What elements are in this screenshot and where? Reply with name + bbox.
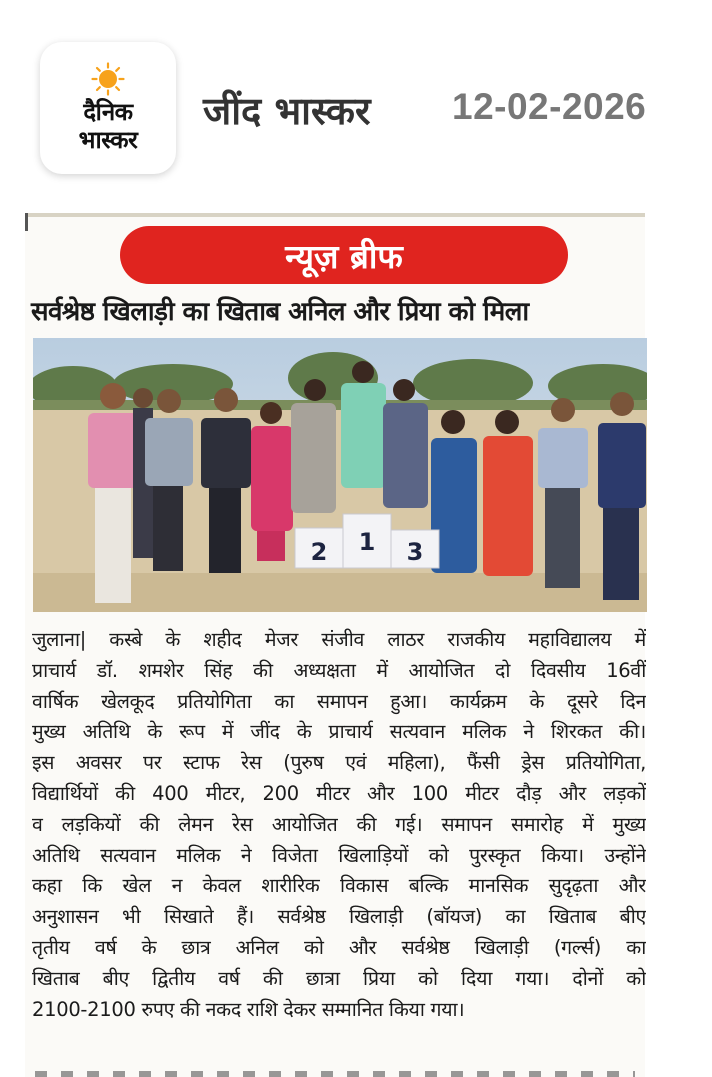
- article-photo: [33, 338, 647, 612]
- section-banner-label: न्यूज़ ब्रीफ: [285, 236, 403, 276]
- article-line: जुलाना| कस्बे के शहीद मेजर संजीव लाठर राजकीय महाविद्यालय में: [32, 628, 646, 651]
- article-line: वार्षिक खेलकूद प्रतियोगिता का समापन हुआ। कार्यक्रम के दूसरे दिन: [32, 689, 646, 713]
- article-headline: सर्वश्रेष्ठ खिलाड़ी का खिताब अनिल और प्रिया को मिला: [31, 297, 529, 327]
- dainik-bhaskar-logo[interactable]: [40, 42, 176, 174]
- article-line: कहा कि खेल न केवल शारीरिक विकास बल्कि मानसिक सुदृढ़ता और: [32, 874, 646, 898]
- article-line: तृतीय वर्ष के छात्र अनिल को और सर्वश्रेष्ठ खिलाड़ी (गर्ल्स) का: [32, 935, 646, 959]
- podium-number-3: 3: [406, 538, 424, 566]
- article-line: अतिथि सत्यवान मलिक ने विजेता खिलाड़ियों को पुरस्कृत किया। उन्होंने: [32, 843, 646, 867]
- article-line: खिताब बीए द्वितीय वर्ष की छात्रा प्रिया को दिया गया। दोनों को: [32, 966, 646, 990]
- article-line: प्राचार्य डॉ. शमशेर सिंह की अध्यक्षता में आयोजित दो दिवसीय 16वीं: [32, 658, 646, 682]
- sun-icon: [91, 62, 125, 96]
- logo-text-line2: भास्कर: [78, 126, 138, 154]
- edition-date: 12-02-2026: [452, 86, 647, 127]
- article-body: [32, 625, 646, 1025]
- clipping-top-rule: [25, 213, 645, 217]
- article-line: अनुशासन भी सिखाते हैं। सर्वश्रेष्ठ खिलाड़ी (बॉयज) का खिताब बीए: [32, 905, 646, 929]
- newspaper-clipping: [25, 213, 645, 1077]
- podium-number-2: 2: [310, 538, 328, 566]
- clipping-corner-mark: [25, 213, 28, 231]
- edition-title: जींद भास्कर: [203, 89, 371, 133]
- clipping-cutoff-edge: [35, 1071, 635, 1077]
- article-line: व लड़कियों की लेमन रेस आयोजित की गई। समापन समारोह में मुख्य: [32, 812, 646, 836]
- article-line: विद्यार्थियों की 400 मीटर, 200 मीटर और 100 मीटर दौड़ और लड़कों: [32, 781, 646, 805]
- logo-text-line1: दैनिक: [83, 98, 133, 126]
- article-line: मुख्य अतिथि के रूप में जींद के प्राचार्य सत्यवान मलिक ने शिरकत की।: [32, 720, 646, 744]
- article-line: इस अवसर पर स्टाफ रेस (पुरुष एवं महिला), फैंसी ड्रेस प्रतियोगिता,: [32, 751, 646, 775]
- article-line: 2100-2100 रुपए की नकद राशि देकर सम्मानित किया गया।: [32, 997, 465, 1021]
- section-banner: [120, 226, 568, 284]
- podium-number-1: 1: [358, 528, 376, 556]
